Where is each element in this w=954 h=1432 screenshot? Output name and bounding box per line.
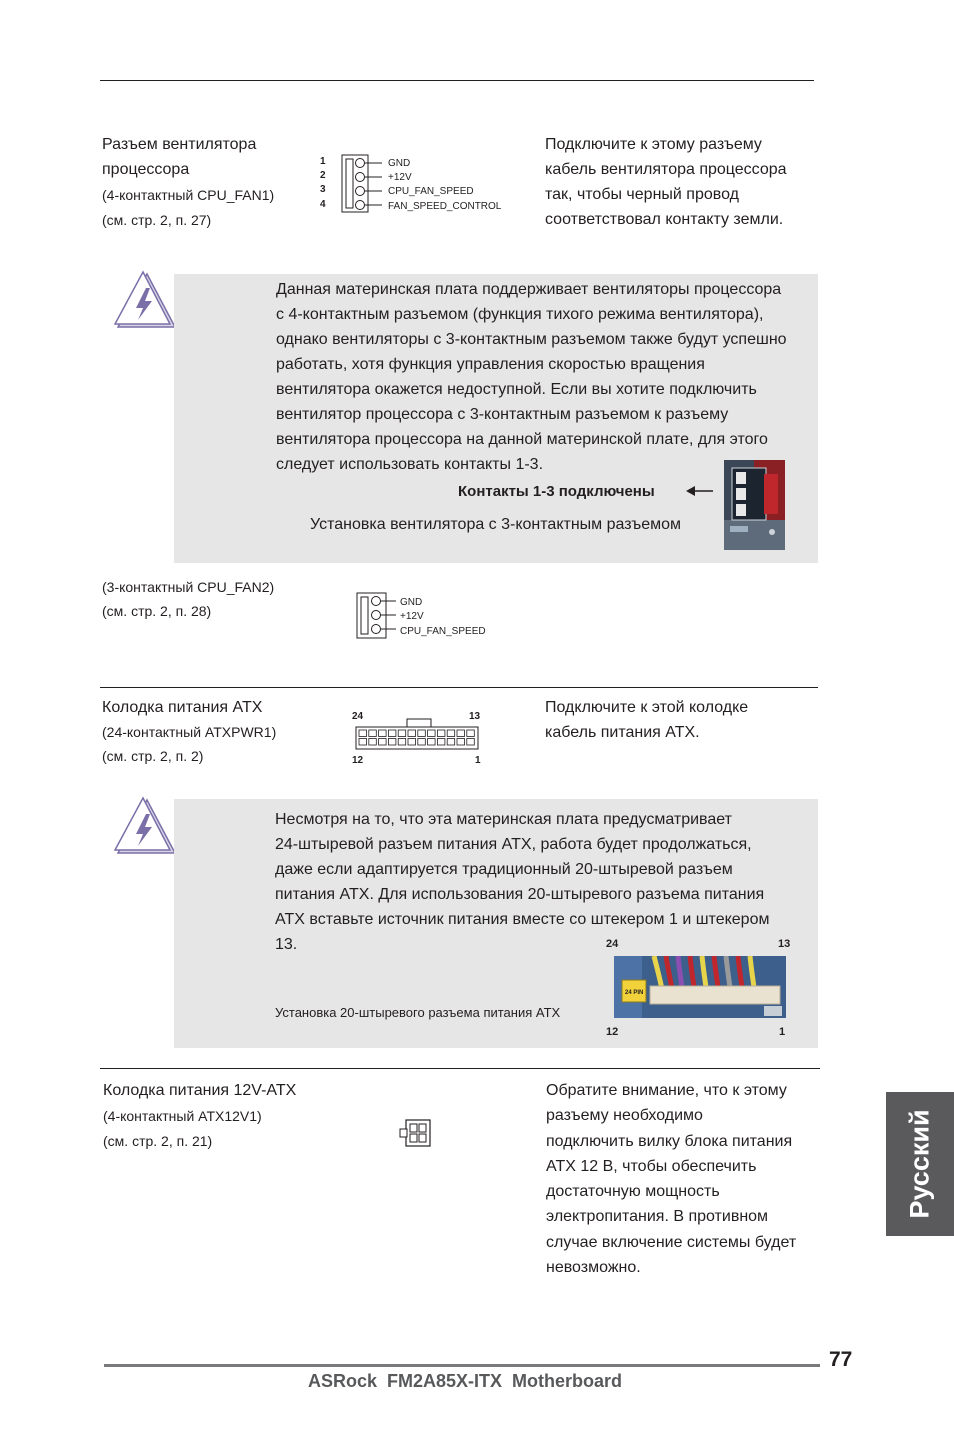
atx-connector-photo <box>614 956 786 1018</box>
atx-power-title: Колодка питания ATX <box>102 699 263 716</box>
atx12v-spec: (4-контактный ATX12V1) <box>103 1108 262 1124</box>
cpu-fan1-pin-label: +12V <box>388 172 412 183</box>
atx-24pin-diagram <box>348 707 488 769</box>
note-line: вентилятора окажется недоступной. Если вы хотите подключить <box>276 381 757 398</box>
note-line: ATX вставьте источник питания вместе со штекером 1 и штекером <box>275 911 770 928</box>
note-line: 24-штыревой разъем питания ATX, работа будет продолжаться, <box>275 836 752 853</box>
cpu-fan1-pin-label: FAN_SPEED_CONTROL <box>388 201 502 212</box>
atx12v-connector-diagram <box>397 1117 435 1149</box>
footer-product: ASRock FM2A85X-ITX Motherboard <box>308 1371 623 1391</box>
cpu-fan1-connector-diagram <box>316 152 526 216</box>
section-rule <box>100 687 818 688</box>
warning-icon <box>112 270 178 330</box>
pin-label: 12 <box>352 755 364 766</box>
cpu-fan1-pin-number: 4 <box>320 199 326 210</box>
pin-label: 13 <box>469 711 481 722</box>
atx-power-description <box>545 695 748 745</box>
section-rule <box>100 1068 820 1069</box>
photo-pin-label: 1 <box>779 1026 786 1038</box>
note2-text <box>275 807 769 957</box>
note2-caption: Установка 20-штыревого разъема питания ATX <box>275 1005 561 1020</box>
note-line: однако вентиляторы с 3-контактным разъемом также будут успешно <box>276 331 787 348</box>
photo-pin-label: 24 <box>606 938 619 950</box>
note-line: с 4-контактным разъемом (функция тихого режима вентилятора), <box>276 306 764 323</box>
language-tab <box>886 1092 954 1236</box>
note1-callout: Контакты 1-3 подключены <box>458 483 655 500</box>
description-line: подключить вилку блока питания <box>546 1132 793 1150</box>
cpu-fan1-title-line: Разъем вентилятора <box>102 136 257 153</box>
cpu-fan1-description <box>545 132 787 232</box>
description-line: достаточную мощность <box>546 1183 720 1201</box>
note1-caption: Установка вентилятора с 3-контактным разъемом <box>310 516 681 533</box>
photo-pin-label: 12 <box>606 1026 619 1038</box>
note-line: 13. <box>275 936 298 953</box>
cpu-fan2-connector-diagram <box>354 591 504 641</box>
pin-label: 1 <box>475 755 481 766</box>
photo-pin-label: 13 <box>778 938 791 950</box>
cpu-fan1-pin-label: GND <box>388 158 411 169</box>
cpu-fan1-title <box>102 132 256 182</box>
description-line: электропитания. В противном <box>546 1208 769 1226</box>
note1-text <box>276 277 787 477</box>
description-line: Обратите внимание, что к этому <box>546 1082 787 1099</box>
cpu-fan1-title-line: процессора <box>102 161 190 178</box>
description-line: соответствовал контакту земли. <box>545 211 784 228</box>
page-number: 77 <box>829 1348 853 1371</box>
language-tab-label: Русский <box>904 1109 935 1219</box>
description-line: так, чтобы черный провод <box>545 186 739 203</box>
cpu-fan1-pin-number: 3 <box>320 184 326 195</box>
fan-connector-photo <box>724 460 785 550</box>
top-rule <box>100 80 814 81</box>
cpu-fan2-ref: (см. стр. 2, п. 28) <box>102 603 212 619</box>
cpu-fan1-pin-number: 1 <box>320 156 326 167</box>
note-line: питания ATX. Для использования 20-штыревого разъема питания <box>275 886 765 903</box>
pin-label: 24 <box>352 711 364 722</box>
atx-power-ref: (см. стр. 2, п. 2) <box>102 748 204 764</box>
description-line: кабель питания ATX. <box>545 724 700 741</box>
atx12v-title: Колодка питания 12V-ATX <box>103 1082 297 1099</box>
cpu-fan2-pin-label: CPU_FAN_SPEED <box>400 626 486 637</box>
photo-connector-label: 24 PIN <box>625 990 644 996</box>
cpu-fan2-pin-label: GND <box>400 597 423 608</box>
arrow-left-icon <box>686 485 714 497</box>
description-line: разъему необходимо <box>546 1107 703 1125</box>
note-line: Данная материнская плата поддерживает вентиляторы процессора <box>276 281 782 298</box>
description-line: кабель вентилятора процессора <box>545 161 787 178</box>
cpu-fan1-pin-label: CPU_FAN_SPEED <box>388 186 474 197</box>
cpu-fan2-pin-label: +12V <box>400 611 424 622</box>
description-line: Подключите к этой колодке <box>545 699 749 716</box>
atx12v-ref: (см. стр. 2, п. 21) <box>103 1133 213 1149</box>
note-line: работать, хотя функция управления скоростью вращения <box>276 356 705 373</box>
description-line: случае включение системы будет <box>546 1233 797 1251</box>
atx12v-description <box>546 1078 796 1280</box>
atx-power-spec: (24-контактный ATXPWR1) <box>102 724 277 740</box>
note-line: Несмотря на то, что эта материнская плата предусматривает <box>275 811 732 828</box>
description-line: невозможно. <box>546 1259 641 1277</box>
description-line: Подключите к этому разъему <box>545 136 762 153</box>
warning-icon <box>112 796 178 856</box>
description-line: ATX 12 В, чтобы обеспечить <box>546 1157 757 1175</box>
note-line: даже если адаптируется традиционный 20-штыревой разъем <box>275 861 733 878</box>
note-line: вентилятора процессора на данной материнской плате, для этого <box>276 431 768 448</box>
footer-rule <box>104 1364 820 1367</box>
note-line: вентилятор процессора с 3-контактным разъемом к разъему <box>276 406 729 423</box>
cpu-fan1-ref: (см. стр. 2, п. 27) <box>102 212 212 228</box>
note-line: следует использовать контакты 1-3. <box>276 456 544 473</box>
cpu-fan2-spec: (3-контактный CPU_FAN2) <box>102 579 275 595</box>
cpu-fan1-spec: (4-контактный CPU_FAN1) <box>102 187 275 203</box>
cpu-fan1-pin-number: 2 <box>320 170 326 181</box>
